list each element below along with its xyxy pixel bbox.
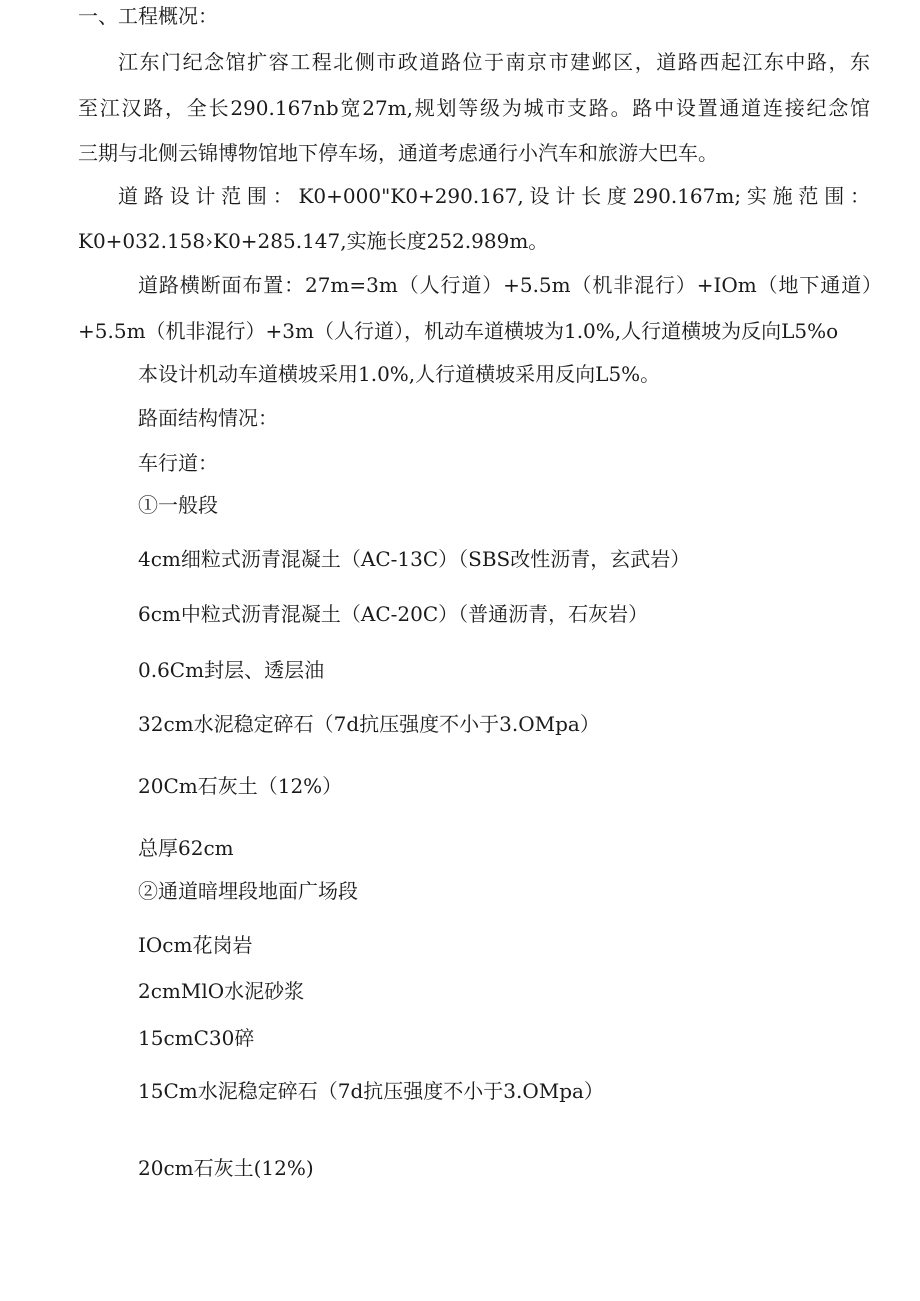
cross-section-line-1: 道路横断面布置：27m=3m（人行道）+5.5m（机非混行）+IOm（地下通道） bbox=[138, 273, 882, 297]
layer-item: 0.6Cm封层、透层油 bbox=[138, 658, 325, 682]
layer-item: 4cm细粒式沥青混凝土（AC-13C）（SBS改性沥青，玄武岩） bbox=[138, 547, 691, 571]
layer-item: 6cm中粒式沥青混凝土（AC-20C）（普通沥青，石灰岩） bbox=[138, 602, 649, 626]
cross-section-line-2: +5.5m（机非混行）+3m（人行道），机动车道横坡为1.0%,人行道横坡为反向L5%o bbox=[78, 319, 839, 343]
overview-line-3: 三期与北侧云锦博物馆地下停车场，通道考虑通行小汽车和旅游大巴车。 bbox=[78, 141, 718, 165]
layer-item: 15cmC30碎 bbox=[138, 1026, 255, 1050]
general-section-title: ①一般段 bbox=[138, 493, 218, 517]
slope-note: 本设计机动车道横坡采用1.0%,人行道横坡采用反向L5%。 bbox=[138, 362, 661, 386]
layer-item: 32cm水泥稳定碎石（7d抗压强度不小于3.OMpa） bbox=[138, 712, 600, 736]
total-thickness: 总厚62cm bbox=[138, 836, 234, 860]
design-range-line-2: K0+032.158›K0+285.147,实施长度252.989m。 bbox=[78, 229, 549, 253]
layer-item: 20Cm石灰土（12%） bbox=[138, 774, 343, 798]
layer-item: IOcm花岗岩 bbox=[138, 933, 253, 957]
overview-line-1: 江东门纪念馆扩容工程北侧市政道路位于南京市建邺区，道路西起江东中路，东 bbox=[118, 50, 870, 74]
pavement-structure-label: 路面结构情况： bbox=[138, 406, 278, 430]
section-heading: 一、工程概况： bbox=[78, 4, 218, 28]
layer-item: 20cm石灰土(12%) bbox=[138, 1156, 314, 1180]
carriageway-label: 车行道： bbox=[138, 451, 218, 475]
layer-item: 15Cm水泥稳定碎石（7d抗压强度不小于3.OMpa） bbox=[138, 1079, 604, 1103]
layer-item: 2cmMlO水泥砂浆 bbox=[138, 979, 305, 1003]
design-range-line-1: 道路设计范围：K0+000"K0+290.167,设计长度290.167m;实施范围： bbox=[118, 184, 870, 208]
overview-line-2: 至江汉路，全长290.167nb宽27m,规划等级为城市支路。路中设置通道连接纪念馆 bbox=[78, 96, 870, 120]
buried-section-title: ②通道暗埋段地面广场段 bbox=[138, 879, 358, 903]
